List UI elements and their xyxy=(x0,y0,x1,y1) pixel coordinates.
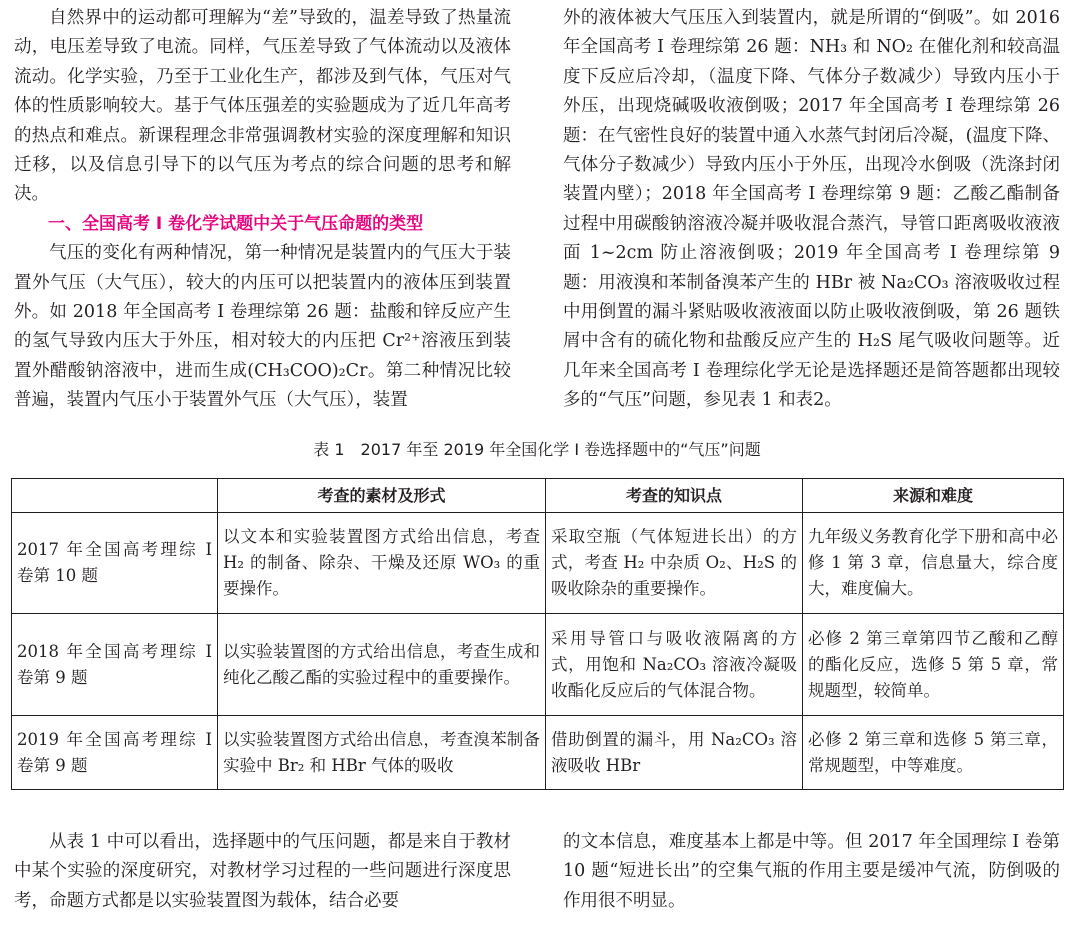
table-row xyxy=(12,716,1064,790)
header-cell: 考查的素材及形式 xyxy=(218,479,546,513)
table-header-row xyxy=(12,479,1064,513)
table-cell: 以实验装置图方式给出信息，考查溴苯制备实验中 Br₂ 和 HBr 气体的吸收 xyxy=(218,716,546,790)
right-column xyxy=(563,4,1060,416)
header-cell: 来源和难度 xyxy=(803,479,1064,513)
table-cell: 2017 年全国高考理综 I 卷第 10 题 xyxy=(12,513,218,614)
table-cell: 采用导管口与吸收液隔离的方式，用饱和 Na₂CO₃ 溶液冷凝吸收酯化反应后的气体混合物。 xyxy=(546,614,803,716)
section-heading: 一、全国高考 I 卷化学试题中关于气压命题的类型 xyxy=(48,213,424,234)
header-cell: 考查的知识点 xyxy=(546,479,803,513)
table-row xyxy=(12,513,1064,614)
table-row xyxy=(12,614,1064,716)
bottom-left-column xyxy=(14,828,511,916)
analysis-paragraph-continued: 的文本信息，难度基本上都是中等。但 2017 年全国理综 I 卷第 10 题“短进长出”的空集气瓶的作用主要是缓冲气流，防倒吸的作用很不明显。 xyxy=(563,832,1060,911)
bottom-right-column xyxy=(563,828,1060,916)
table-cell: 必修 2 第三章第四节乙酸和乙醇的酯化反应，选修 5 第 5 章，常规题型，较简单。 xyxy=(803,614,1064,716)
table-cell: 以文本和实验装置图方式给出信息，考查 H₂ 的制备、除杂、干燥及还原 WO₃ 的重要操作。 xyxy=(218,513,546,614)
table-cell: 采取空瓶（气体短进长出）的方式，考查 H₂ 中杂质 O₂、H₂S 的吸收除杂的重要操作。 xyxy=(546,513,803,614)
intro-paragraph: 自然界中的运动都可理解为“差”导致的，温差导致了热量流动，电压差导致了电流。同样，气压差导致了气体流动以及液体流动。化学实验，乃至于工业化生产，都涉及到气体，气压对气体的性质影响较大。基于气体压强差的实验题成为了近几年高考的热点和难点。新课程理念非常强调教材实验的深度理解和知识迁移，以及信息引导下的以气压为考点的综合问题的思考和解决。 xyxy=(14,8,511,205)
header-cell xyxy=(12,479,218,513)
left-column xyxy=(14,4,511,416)
table-cell: 2019 年全国高考理综 I 卷第 9 题 xyxy=(12,716,218,790)
table-cell: 九年级义务教育化学下册和高中必修 1 第 3 章，信息量大，综合度大，难度偏大。 xyxy=(803,513,1064,614)
table-cell: 以实验装置图的方式给出信息，考查生成和纯化乙酸乙酯的实验过程中的重要操作。 xyxy=(218,614,546,716)
analysis-paragraph: 从表 1 中可以看出，选择题中的气压问题，都是来自于教材中某个实验的深度研究，对教材学习过程的一些问题进行深度思考，命题方式都是以实验装置图为载体，结合必要 xyxy=(14,832,511,911)
table-cell: 2018 年全国高考理综 I 卷第 9 题 xyxy=(12,614,218,716)
table-caption: 表 1 2017 年至 2019 年全国化学 I 卷选择题中的“气压”问题 xyxy=(313,440,761,459)
exam-questions-table xyxy=(11,478,1064,790)
table-cell: 借助倒置的漏斗，用 Na₂CO₃ 溶液吸收 HBr xyxy=(546,716,803,790)
pressure-cases-paragraph: 气压的变化有两种情况，第一种情况是装置内的气压大于装置外气压（大气压），较大的内压可以把装置内的液体压到装置外。如 2018 年全国高考 I 卷理综第 26 题：盐酸和锌反应产生的氢气导致内压大于外压，相对较大的内压把 Cr²⁺溶液压到装置外醋酸钠溶液中，进而生成(CH₃COO)₂Cr。第二种情况比较普遍，装置内气压小于装置外气压（大气压），装置 xyxy=(14,243,511,411)
suckback-paragraph: 外的液体被大气压压入到装置内，就是所谓的“倒吸”。如 2016 年全国高考 I 卷理综第 26 题：NH₃ 和 NO₂ 在催化剂和较高温度下反应后冷却，（温度下降、气体分子数减少）导致内压小于外压，出现烧碱吸收液倒吸；2017 年全国高考 I 卷理综第 26 题：在气密性良好的装置中通入水蒸气封闭后冷凝，(温度下降、气体分子数减少）导致内压小于外压，出现冷水倒吸（洗涤封闭装置内壁）；2018 年全国高考 I 卷理综第 9 题：乙酸乙酯制备过程中用碳酸钠溶液冷凝并吸收混合蒸汽，导管口距离吸收液液面 1~2cm 防止溶液倒吸；2019 年全国高考 I 卷理综第 9 题：用液溴和苯制备溴苯产生的 HBr 被 Na₂CO₃ 溶液吸收过程中用倒置的漏斗紧贴吸收液液面以防止吸收液倒吸，第 26 题铁屑中含有的硫化物和盐酸反应产生的 H₂S 尾气吸收问题等。近几年来全国高考 I 卷理综化学无论是选择题还是简答题都出现较多的“气压”问题，参见表 1 和表2。 xyxy=(563,8,1060,411)
table-cell: 必修 2 第三章和选修 5 第三章，常规题型，中等难度。 xyxy=(803,716,1064,790)
